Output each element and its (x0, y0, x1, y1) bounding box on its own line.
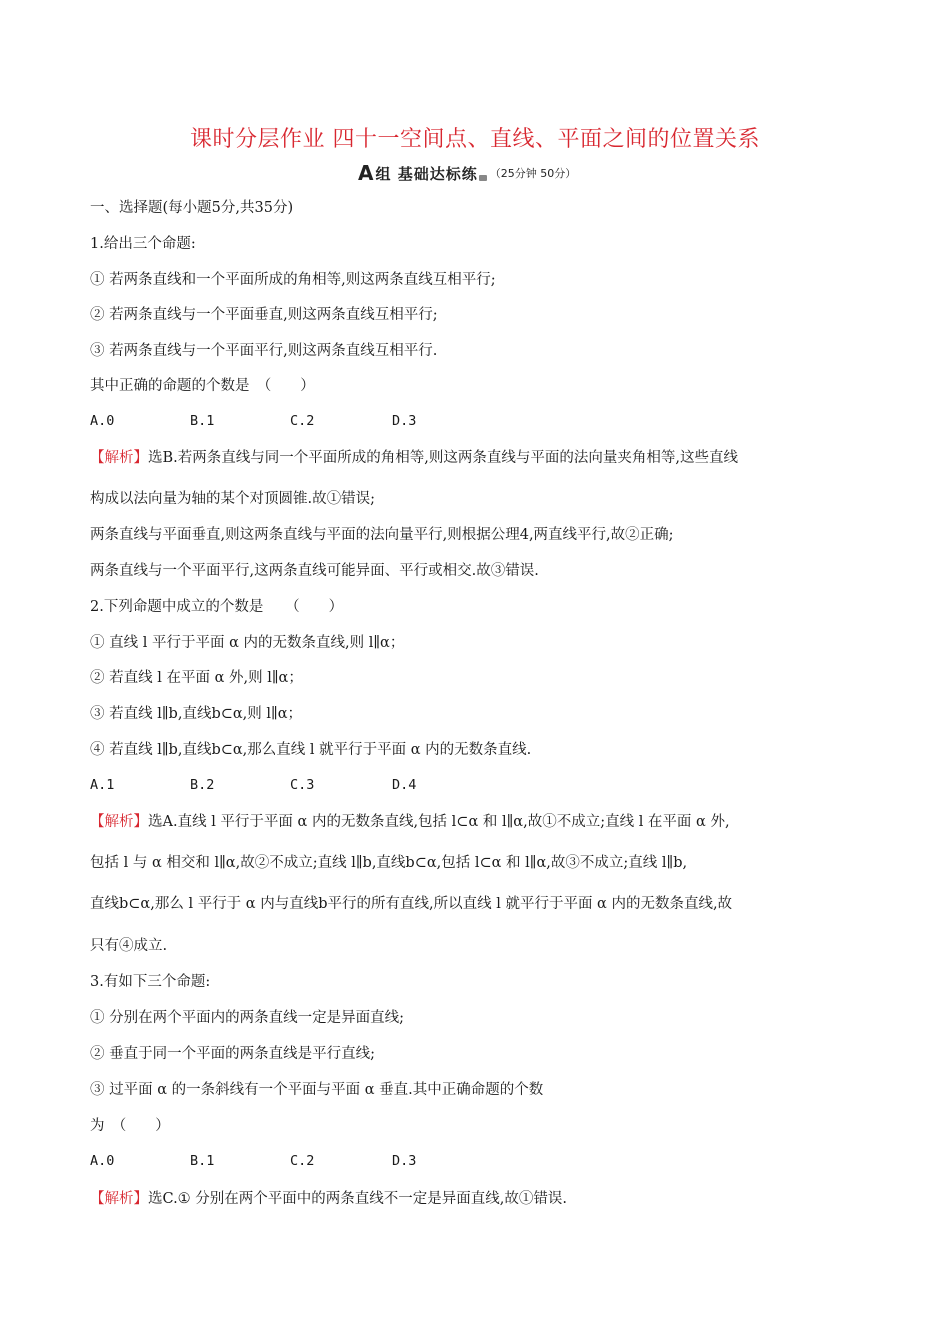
q3-stem: 3.有如下三个命题: (90, 974, 211, 990)
q2-analysis-1 (90, 812, 730, 832)
page-title: 课时分层作业 四十一空间点、直线、平面之间的位置关系 (190, 127, 760, 152)
analysis-tag: 【解析】 (90, 1191, 148, 1207)
q1-analysis-4: 两条直线与一个平面平行,这两条直线可能异面、平行或相交.故③错误. (90, 563, 539, 579)
option-a: A.1 (90, 777, 115, 793)
option-c: C.3 (290, 777, 315, 793)
option-d: D.3 (392, 1153, 417, 1169)
q2-analysis-2: 包括 l 与 α 相交和 l∥α,故②不成立;直线 l∥b,直线b⊂α,包括 l⊂α 和 l∥α,故③不成立;直线 l∥b, (90, 855, 688, 871)
option-b: B.1 (190, 1153, 215, 1169)
q2-analysis-3: 直线b⊂α,那么 l 平行于 α 内与直线b平行的所有直线,所以直线 l 就平行于平面 α 内的无数条直线,故 (90, 896, 733, 912)
option-b: B.1 (190, 413, 215, 429)
q1-statement-3: ③ 若两条直线与一个平面平行,则这两条直线互相平行. (90, 343, 438, 359)
q2-statement-1: ① 直线 l 平行于平面 α 内的无数条直线,则 l∥α； (90, 635, 405, 651)
option-a: A.0 (90, 413, 115, 429)
q1-analysis-1 (90, 448, 738, 468)
q2-stem: 2.下列命题中成立的个数是 （ ） (90, 599, 344, 615)
option-c: C.2 (290, 413, 315, 429)
q3-statement-2: ② 垂直于同一个平面的两条直线是平行直线; (90, 1046, 375, 1062)
group-time: （25分钟 50分） (489, 167, 577, 180)
q1-analysis-3: 两条直线与平面垂直,则这两条直线与平面的法向量平行,则根据公理4,两直线平行,故②正确; (90, 527, 674, 543)
option-c: C.2 (290, 1153, 315, 1169)
q2-statement-3: ③ 若直线 l∥b,直线b⊂α,则 l∥α； (90, 706, 303, 722)
q2-statement-4: ④ 若直线 l∥b,直线b⊂α,那么直线 l 就平行于平面 α 内的无数条直线. (90, 742, 532, 758)
q1-analysis-2: 构成以法向量为轴的某个对顶圆锥.故①错误; (90, 491, 375, 507)
q2-statement-2: ② 若直线 l 在平面 α 外,则 l∥α； (90, 670, 303, 686)
pencil-icon (479, 175, 487, 181)
analysis-text: 选A.直线 l 平行于平面 α 内的无数条直线,包括 l⊂α 和 l∥α,故①不成立;直线 l 在平面 α 外, (148, 814, 730, 830)
group-header (358, 162, 576, 184)
section-heading: 一、选择题(每小题5分,共35分) (90, 200, 294, 216)
option-d: D.3 (392, 413, 417, 429)
analysis-text: 选C.① 分别在两个平面中的两条直线不一定是异面直线,故①错误. (148, 1191, 568, 1207)
q2-analysis-4: 只有④成立. (90, 938, 168, 954)
analysis-tag: 【解析】 (90, 450, 148, 466)
q3-statement-1: ① 分别在两个平面内的两条直线一定是异面直线; (90, 1010, 404, 1026)
option-d: D.4 (392, 777, 417, 793)
group-name: 组 基础达标练 (375, 164, 478, 183)
group-letter: A (358, 161, 374, 185)
option-b: B.2 (190, 777, 215, 793)
option-a: A.0 (90, 1153, 115, 1169)
q1-statement-1: ① 若两条直线和一个平面所成的角相等,则这两条直线互相平行; (90, 272, 496, 288)
q1-statement-2: ② 若两条直线与一个平面垂直,则这两条直线互相平行; (90, 307, 438, 323)
q3-statement-3: ③ 过平面 α 的一条斜线有一个平面与平面 α 垂直.其中正确命题的个数 (90, 1082, 544, 1098)
q3-analysis-1 (90, 1189, 567, 1209)
analysis-text: 选B.若两条直线与同一个平面所成的角相等,则这两条直线与平面的法向量夹角相等,这些直线 (148, 450, 738, 466)
q3-statement-4: 为 （ ） (90, 1118, 170, 1134)
q1-ask: 其中正确的命题的个数是 （ ） (90, 378, 315, 394)
analysis-tag: 【解析】 (90, 814, 148, 830)
q1-stem: 1.给出三个命题: (90, 236, 196, 252)
